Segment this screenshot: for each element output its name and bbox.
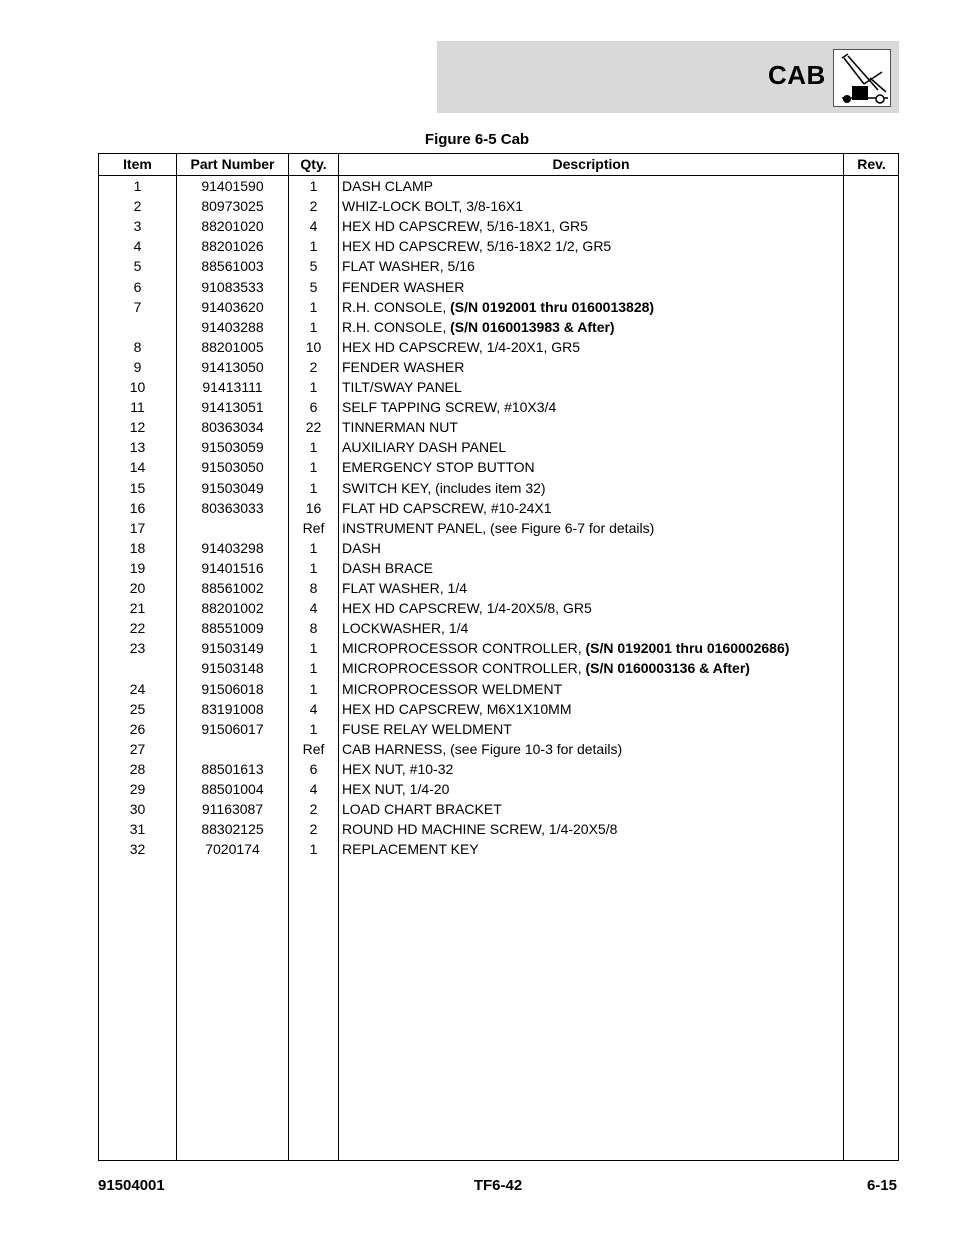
item-number: 27 [129, 740, 146, 757]
item-number: 32 [129, 841, 146, 858]
item-number: 19 [129, 559, 146, 576]
serial-range: (S/N 0160003136 & After) [585, 660, 750, 677]
quantity: 2 [309, 198, 318, 215]
quantity: 8 [309, 580, 318, 596]
quantity: Ref [302, 519, 325, 536]
table-row [99, 719, 898, 739]
description-text: AUXILIARY DASH PANEL [342, 439, 507, 456]
item-number: 21 [129, 600, 146, 617]
description-text: HEX HD CAPSCREW, 5/16-18X2 1/2, GR5 [342, 238, 612, 255]
column-header-description: Description [552, 156, 630, 172]
section-title: CAB [768, 60, 826, 90]
table-row [99, 598, 898, 618]
description-text: FENDER WASHER [342, 278, 465, 295]
item-number: 29 [129, 781, 146, 797]
description [342, 176, 842, 196]
part-number: 91503050 [201, 459, 264, 476]
table-row [99, 699, 898, 719]
description-text: MICROPROCESSOR CONTROLLER, [342, 640, 586, 657]
table-row [99, 819, 898, 839]
part-number: 91403620 [201, 298, 264, 315]
table-row [99, 297, 898, 317]
quantity: 1 [309, 559, 318, 576]
item-number: 17 [129, 519, 146, 536]
item-number: 12 [129, 419, 146, 436]
quantity: 1 [309, 539, 318, 556]
table-row [99, 839, 898, 859]
part-number: 80363033 [201, 499, 264, 516]
part-number: 88561002 [201, 580, 264, 596]
description-text: MICROPROCESSOR WELDMENT [342, 680, 563, 697]
description [342, 417, 842, 437]
description [342, 558, 842, 578]
quantity: 8 [309, 620, 318, 637]
quantity: 1 [309, 318, 318, 335]
description [342, 256, 842, 276]
footer-part-number: 91504001 [98, 1177, 165, 1194]
description [342, 578, 842, 598]
item-number: 8 [133, 338, 142, 355]
description-text: FLAT WASHER, 5/16 [342, 258, 475, 275]
quantity: 5 [309, 278, 318, 295]
parts-table [98, 153, 899, 1161]
table-row [99, 277, 898, 297]
item-number: 16 [129, 499, 146, 516]
table-row [99, 457, 898, 477]
description [342, 518, 842, 538]
description-text: LOCKWASHER, 1/4 [342, 620, 469, 637]
description-text: HEX NUT, 1/4-20 [342, 781, 450, 797]
description [342, 779, 842, 799]
item-number: 2 [133, 198, 142, 215]
item-number: 30 [129, 801, 146, 818]
part-number: 91401516 [201, 559, 264, 576]
description-text: SWITCH KEY, (includes item 32) [342, 479, 546, 496]
footer-page-number: 6-15 [866, 1177, 897, 1194]
item-number: 13 [129, 439, 146, 456]
quantity: 1 [309, 841, 318, 858]
column-header-qty: Qty. [300, 156, 327, 172]
part-number: 7020174 [205, 841, 260, 858]
part-number: 91506018 [201, 680, 264, 697]
description-text: SELF TAPPING SCREW, #10X3/4 [342, 399, 557, 416]
table-row [99, 397, 898, 417]
description [342, 618, 842, 638]
table-row [99, 236, 898, 256]
part-number: 91403288 [201, 318, 264, 335]
item-number: 22 [129, 620, 146, 637]
table-row [99, 578, 898, 598]
serial-range: (S/N 0160013983 & After) [450, 318, 615, 335]
description-text: CAB HARNESS, (see Figure 10-3 for details) [342, 740, 623, 757]
quantity: 2 [309, 801, 318, 818]
quantity: 1 [309, 479, 318, 496]
description-text: REPLACEMENT KEY [342, 841, 479, 858]
description-text: R.H. CONSOLE, [342, 318, 451, 335]
footer-manual-code: TF6-42 [473, 1177, 523, 1194]
figure-title: Figure 6-5 Cab [424, 131, 530, 148]
quantity: 1 [309, 439, 318, 456]
part-number: 91413051 [201, 399, 264, 416]
quantity: 10 [305, 338, 322, 355]
table-row [99, 638, 898, 658]
description-text: FENDER WASHER [342, 358, 465, 375]
quantity: 1 [309, 238, 318, 255]
description [342, 819, 842, 839]
part-number: 91413111 [202, 379, 263, 395]
part-number: 80363034 [201, 419, 264, 436]
quantity: 1 [309, 660, 318, 677]
description-text: MICROPROCESSOR CONTROLLER, [342, 660, 586, 677]
item-number: 9 [133, 358, 142, 375]
quantity: 5 [309, 258, 318, 275]
quantity: 1 [309, 379, 318, 395]
part-number: 80973025 [201, 198, 264, 215]
part-number: 88561003 [201, 258, 264, 275]
quantity: 2 [309, 358, 318, 375]
column-header-item: Item [123, 156, 152, 172]
table-row [99, 618, 898, 638]
description [342, 277, 842, 297]
description-text: LOAD CHART BRACKET [342, 801, 502, 818]
quantity: 4 [309, 218, 318, 235]
description [342, 679, 842, 699]
part-number: 88501004 [201, 781, 264, 797]
quantity: 4 [309, 781, 318, 797]
table-row [99, 538, 898, 558]
quantity: 1 [309, 720, 318, 737]
description [342, 638, 842, 658]
description-text: HEX HD CAPSCREW, 1/4-20X5/8, GR5 [342, 600, 592, 617]
description-text: DASH CLAMP [342, 178, 434, 194]
part-number: 88201026 [201, 238, 264, 255]
table-row [99, 437, 898, 457]
item-number: 5 [133, 258, 142, 275]
item-number: 28 [129, 760, 146, 777]
quantity: 6 [309, 399, 318, 416]
description-text: ROUND HD MACHINE SCREW, 1/4-20X5/8 [342, 821, 618, 838]
quantity: 1 [309, 298, 318, 315]
quantity: 1 [309, 640, 318, 657]
part-number: 91503149 [201, 640, 264, 657]
description [342, 317, 842, 337]
part-number: 91506017 [201, 720, 264, 737]
header-banner [437, 41, 899, 113]
table-row [99, 478, 898, 498]
description-text: INSTRUMENT PANEL, (see Figure 6-7 for details) [342, 519, 655, 536]
description-text: TINNERMAN NUT [342, 419, 458, 436]
table-row [99, 558, 898, 578]
quantity: 22 [305, 419, 322, 436]
table-row [99, 658, 898, 678]
quantity: 16 [305, 499, 322, 516]
description [342, 839, 842, 859]
description-text: R.H. CONSOLE, [342, 298, 451, 315]
quantity: 6 [309, 760, 318, 777]
part-number: 88201002 [201, 600, 264, 617]
table-row [99, 337, 898, 357]
description-text: TILT/SWAY PANEL [342, 379, 462, 395]
item-number: 15 [129, 479, 146, 496]
quantity: Ref [302, 740, 325, 757]
part-number: 91401590 [201, 178, 264, 194]
table-row [99, 377, 898, 397]
description [342, 437, 842, 457]
table-row [99, 779, 898, 799]
quantity: 4 [309, 600, 318, 617]
quantity: 1 [309, 459, 318, 476]
description-text: HEX HD CAPSCREW, 1/4-20X1, GR5 [342, 338, 581, 355]
item-number: 25 [129, 700, 146, 717]
description-text: WHIZ-LOCK BOLT, 3/8-16X1 [342, 198, 524, 215]
item-number: 24 [129, 680, 146, 697]
description [342, 297, 842, 317]
table-row [99, 679, 898, 699]
table-row [99, 518, 898, 538]
description [342, 759, 842, 779]
item-number: 6 [133, 278, 142, 295]
quantity: 4 [309, 700, 318, 717]
quantity: 2 [309, 821, 318, 838]
description [342, 377, 842, 397]
table-row [99, 799, 898, 819]
description-text: HEX NUT, #10-32 [342, 760, 454, 777]
table-row [99, 357, 898, 377]
part-number: 88201020 [201, 218, 264, 235]
item-number: 11 [130, 399, 145, 416]
description [342, 598, 842, 618]
item-number: 18 [129, 539, 146, 556]
part-number: 91413050 [201, 358, 264, 375]
quantity: 1 [309, 680, 318, 697]
table-row [99, 498, 898, 518]
description [342, 538, 842, 558]
description [342, 337, 842, 357]
item-number: 10 [129, 379, 146, 395]
item-number: 7 [133, 298, 142, 315]
part-number: 88501613 [201, 760, 264, 777]
part-number: 88201005 [201, 338, 264, 355]
part-number: 88551009 [201, 620, 264, 637]
part-number: 91403298 [201, 539, 264, 556]
table-row [99, 176, 898, 196]
table-row [99, 739, 898, 759]
part-number: 83191008 [201, 700, 264, 717]
scissor-lift-icon [833, 49, 891, 107]
description [342, 478, 842, 498]
column-header-rev: Rev. [857, 156, 886, 172]
item-number: 31 [129, 821, 146, 838]
part-number: 91503148 [201, 660, 264, 677]
item-number: 1 [133, 178, 142, 194]
part-number: 91083533 [201, 278, 264, 295]
description-text: HEX HD CAPSCREW, M6X1X10MM [342, 700, 572, 717]
table-row [99, 759, 898, 779]
description [342, 397, 842, 417]
description-text: DASH [342, 539, 381, 556]
part-number: 91503049 [201, 479, 264, 496]
serial-range: (S/N 0192001 thru 0160013828) [450, 298, 655, 315]
description [342, 699, 842, 719]
table-row [99, 317, 898, 337]
description-text: FLAT WASHER, 1/4 [342, 580, 467, 596]
description [342, 658, 842, 678]
description-text: FUSE RELAY WELDMENT [342, 720, 512, 737]
description-text: DASH BRACE [342, 559, 434, 576]
item-number: 3 [133, 218, 142, 235]
description [342, 799, 842, 819]
part-number: 88302125 [201, 821, 264, 838]
item-number: 14 [129, 459, 146, 476]
item-number: 26 [129, 720, 146, 737]
description-text: HEX HD CAPSCREW, 5/16-18X1, GR5 [342, 218, 588, 235]
item-number: 4 [133, 238, 142, 255]
table-row [99, 417, 898, 437]
part-number: 91163087 [201, 801, 264, 818]
description-text: FLAT HD CAPSCREW, #10-24X1 [342, 499, 552, 516]
description [342, 196, 842, 216]
table-row [99, 256, 898, 276]
quantity: 1 [309, 178, 318, 194]
table-row [99, 216, 898, 236]
description [342, 216, 842, 236]
item-number: 23 [129, 640, 146, 657]
description [342, 457, 842, 477]
serial-range: (S/N 0192001 thru 0160002686) [585, 640, 790, 657]
description [342, 498, 842, 518]
item-number: 20 [129, 580, 146, 596]
description [342, 236, 842, 256]
description [342, 357, 842, 377]
description-text: EMERGENCY STOP BUTTON [342, 459, 535, 476]
part-number: 91503059 [201, 439, 264, 456]
column-header-part-number: Part Number [190, 156, 275, 172]
table-row [99, 196, 898, 216]
description [342, 719, 842, 739]
description [342, 739, 842, 759]
